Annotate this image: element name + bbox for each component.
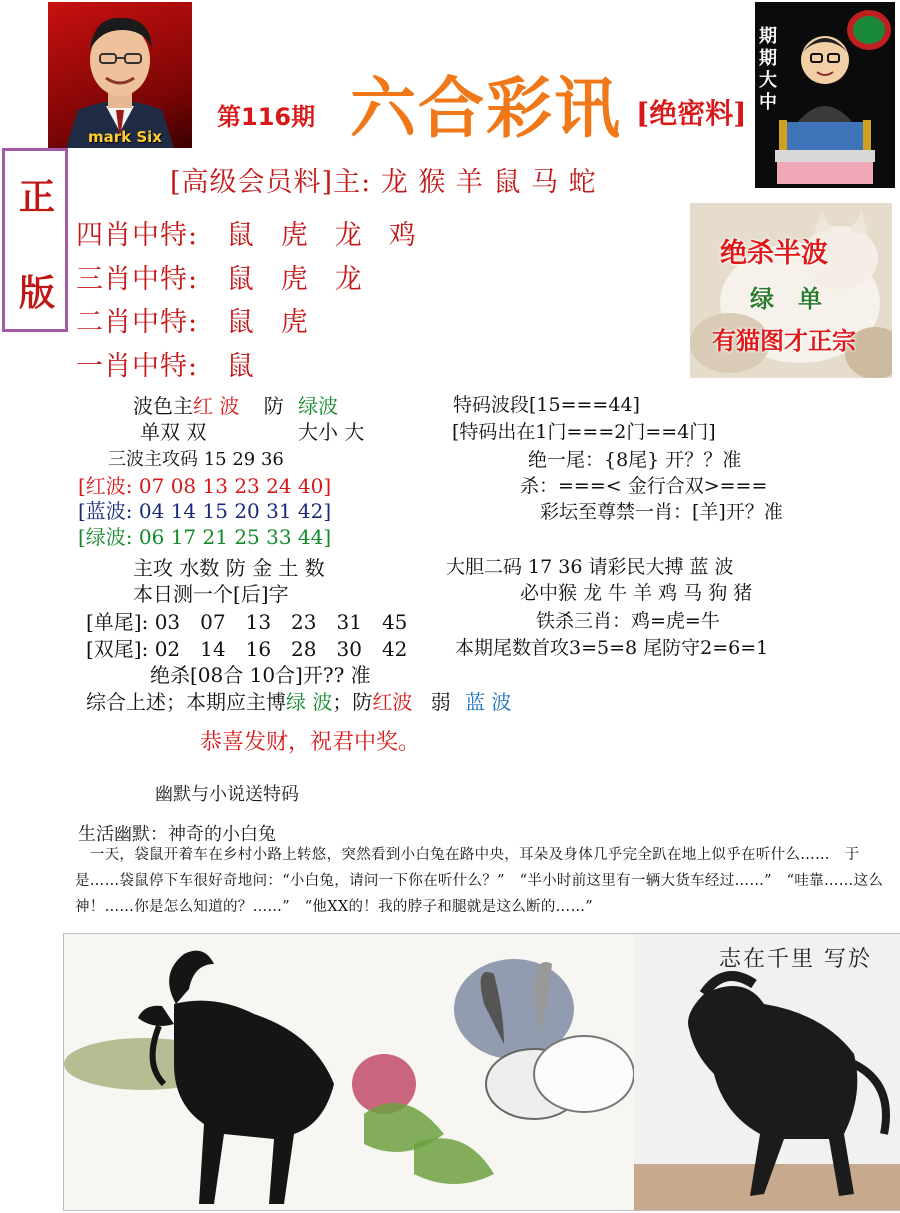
pick-label: 三肖中特: — [76, 264, 199, 295]
big-small: 大小 大 — [298, 420, 365, 444]
wave-guard-prefix: 防 — [263, 394, 284, 418]
pick-label: 二肖中特: — [76, 307, 199, 338]
wave-guard-green: 绿波 — [298, 394, 339, 418]
animal-paintings-graphic — [64, 934, 900, 1210]
summary-line — [86, 686, 511, 715]
cartoon-graphic — [755, 2, 895, 188]
forbidden-zodiac: 彩坛至尊禁一肖：[羊]开？准 — [540, 501, 783, 523]
svg-text:期: 期 — [759, 26, 777, 47]
story-text: 一天，袋鼠开着车在乡村小路上转悠，突然看到小白兔在路中央，耳朵及身体几乎完全趴在地上似乎在听什么…… 于是……袋鼠停下车很好奇地问：“小白兔，请问一下你在听什么？” “半小时前这里有一辆大货车经过……” “哇靠……这么神！……你是怎么知道的？……” “他XX的！我的脖子和腿就是这么断的……” — [75, 847, 884, 915]
odd-even: 单双 双 — [140, 420, 207, 444]
cat-promo-image — [690, 203, 892, 378]
special-segment: 特码波段[15===44] — [453, 394, 640, 416]
attack-numbers: 主攻 水数 防 金 土 数 — [133, 556, 325, 580]
svg-text:期: 期 — [759, 48, 777, 69]
pick-row — [76, 300, 308, 339]
summary-mid: ；防 — [332, 690, 373, 714]
side-label-char: 正 — [19, 176, 56, 218]
single-tail: [单尾]: 03 07 13 23 31 45 — [86, 610, 408, 634]
pick-values: 鼠 虎 龙 — [226, 264, 362, 295]
summary-prefix: 综合上述；本期应主博 — [86, 690, 286, 714]
pick-row — [76, 344, 254, 383]
vip-zodiac-line: [高级会员料]主: 龙 猴 羊 鼠 马 蛇 — [170, 167, 597, 198]
kill-element: 杀：===< 金行合双>=== — [520, 475, 768, 497]
page-subtitle: [绝密料] — [636, 97, 747, 130]
double-tail: [双尾]: 02 14 16 28 30 42 — [86, 637, 408, 661]
pick-label: 四肖中特: — [76, 220, 199, 251]
issue-number: 第116期 — [217, 103, 316, 131]
blue-wave-numbers: [蓝波: 04 14 15 20 31 42] — [78, 499, 332, 523]
special-door: [特码出在1门===2门==4门] — [452, 421, 716, 443]
authentic-edition-label — [2, 148, 68, 332]
cat-text-line: 绝杀半波 — [720, 238, 828, 269]
tail-attack: 本期尾数首攻3=5=8 尾防守2=6=1 — [455, 637, 769, 659]
cat-text-line: 绿 单 — [750, 284, 822, 313]
congrats-text: 恭喜发财，祝君中奖。 — [200, 730, 421, 755]
portrait-image — [48, 2, 192, 148]
pick-values: 鼠 虎 龙 鸡 — [226, 220, 416, 251]
wave-main-red: 红 波 — [193, 394, 240, 418]
summary-weak: 弱 — [430, 690, 451, 714]
ink-painting-strip — [63, 933, 900, 1211]
wave-main-prefix: 波色主 — [133, 394, 193, 418]
absolute-kill: 绝杀[08合 10合]开?? 准 — [150, 663, 371, 687]
wave-main-line — [133, 390, 338, 419]
pick-label: 一肖中特: — [76, 351, 199, 382]
summary-green: 绿 波 — [286, 690, 333, 714]
pick-values: 鼠 — [226, 351, 254, 382]
iron-kill-three: 铁杀三肖：鸡=虎=牛 — [536, 610, 720, 632]
cat-text-line: 有猫图才正宗 — [712, 326, 856, 355]
page-title: 六合彩讯 — [350, 69, 622, 147]
summary-blue: 蓝 波 — [465, 690, 512, 714]
story-title: 生活幽默：神奇的小白兔 — [78, 824, 276, 845]
humor-section-title: 幽默与小说送特码 — [155, 784, 299, 805]
bold-two-numbers: 大胆二码 17 36 请彩民大搏 蓝 波 — [446, 556, 734, 578]
tail-pick: 绝一尾：{8尾} 开？？准 — [528, 449, 742, 471]
pick-row — [76, 257, 362, 296]
summary-red: 红波 — [372, 690, 413, 714]
svg-text:中: 中 — [759, 92, 777, 113]
pick-row — [76, 213, 416, 252]
side-label-char: 版 — [19, 272, 56, 314]
calligraphy-text: 志在千里 写於 — [719, 947, 872, 972]
red-wave-numbers: [红波: 07 08 13 23 24 40] — [78, 474, 332, 498]
daily-character: 本日测一个[后]字 — [133, 582, 289, 606]
svg-text:大: 大 — [759, 70, 777, 91]
man-portrait-graphic — [48, 2, 192, 148]
must-hit-zodiac: 必中猴 龙 牛 羊 鸡 马 狗 猪 — [520, 582, 753, 604]
three-wave: 三波主攻码 15 29 36 — [108, 449, 284, 470]
portrait-logo: mark Six — [88, 128, 162, 146]
cartoon-image — [755, 2, 895, 188]
pick-values: 鼠 虎 — [226, 307, 308, 338]
green-wave-numbers: [绿波: 06 17 21 25 33 44] — [78, 525, 332, 549]
